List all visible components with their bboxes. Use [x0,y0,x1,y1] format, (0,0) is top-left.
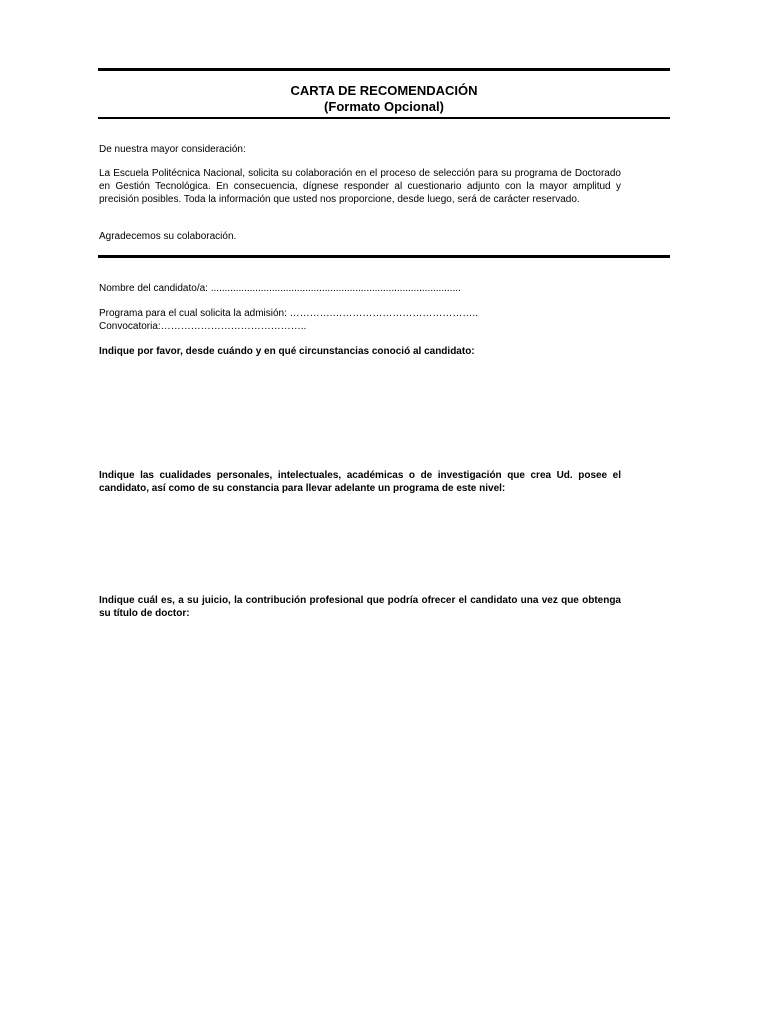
title-block [98,83,670,115]
program-field: Programa para el cual solicita la admisión: ………….…………………………………….. [99,308,478,319]
question-contribution: Indique cuál es, a su juicio, la contribución profesional que podría ofrecer el candidato una vez que obtenga su título de doctor: [99,595,621,619]
letter-thanks: Agradecemos su colaboración. [99,231,237,242]
letter-greeting: De nuestra mayor consideración: [99,144,246,155]
title-rule [98,117,670,119]
document-title: CARTA DE RECOMENDACIÓN [290,83,478,98]
document-subtitle: (Formato Opcional) [324,99,444,114]
question-qualities: Indique las cualidades personales, intelectuales, académicas o de investigación que crea Ud. posee el candidato, así como de su constancia para llevar adelante un programa de este nivel: [99,470,621,494]
question-acquaintance: Indique por favor, desde cuándo y en qué circunstancias conoció al candidato: [99,346,475,357]
convocatoria-field: Convocatoria:…………………………………….. [99,321,307,332]
top-rule [98,68,670,71]
letter-body: La Escuela Politécnica Nacional, solicita su colaboración en el proceso de selección para su programa de Doctorado en Gestión Tecnológica. En consecuencia, dígnese responder al cuestionario adjunto con la mayor amplitud y precisión posibles. Toda la información que usted nos proporcione, desde luego, será de carácter reservado. [99,168,621,205]
section-rule [98,255,670,258]
candidate-name-field: Nombre del candidato/a: .......................................................................................... [99,283,461,294]
